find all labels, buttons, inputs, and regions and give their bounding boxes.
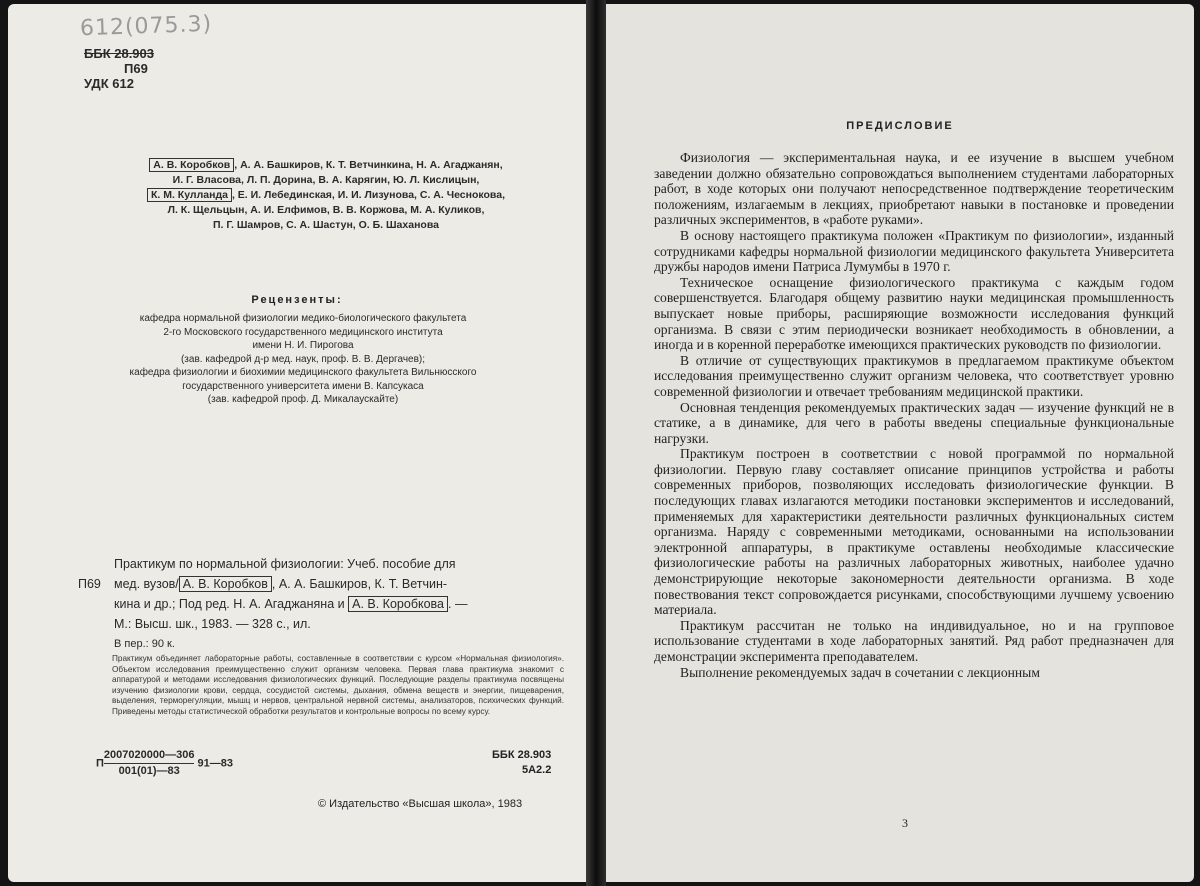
book-gutter xyxy=(586,0,606,886)
p69-code: П69 xyxy=(124,61,148,76)
authors-list xyxy=(106,158,546,233)
catalog-line-3-b: . — xyxy=(448,597,468,611)
preface-paragraph: Практикум построен в соответствии с новой программой по нормальной физиологии. Первую главу составляет описание принципов устройства и работы современных приборов, позволяющих исследовать физиологические функции. В последующих главах излагаются методики постановки экспериментов и исследований, применяемых для характеристики деятельности различных функциональных систем организма. Наряду с современными методиками, основанными на использовании электронной аппаратуры, в практикуме оставлены необходимые классические физиологические работы на различных лабораторных животных, наиболее удачно демонстрирующие некоторые закономерности деятельности организма. В ходе повествования текст сопровождается рисунками, способствующими лучшему усвоению материала. xyxy=(654,446,1174,618)
left-page xyxy=(8,4,586,882)
authors-line-1 xyxy=(106,158,546,173)
handwritten-code: 612(075.3) xyxy=(79,11,213,42)
preface-paragraph: Техническое оснащение физиологического практикума с каждым годом совершенствуется. Благодаря общему развитию науки медицинская промышленность выпускает новые приборы, расширяющие возможности исследования функций организма. В связи с этим периодически возникает необходимость в обновлении, а иногда и в коренной переработке имеющихся практических руководств по физиологии. xyxy=(654,274,1174,353)
index-denominator: 001(01)—83 xyxy=(118,765,180,777)
preface-paragraph: В отличие от существующих практикумов в предлагаемом практикуме объектом исследования преимущественно служит организм человека, что соответствует уровню современной физиологии и отвечает требованиям медицинской практики. xyxy=(654,352,1174,399)
catalog-body xyxy=(114,554,574,654)
catalog-line-2 xyxy=(114,574,574,594)
preface-paragraph: Выполнение рекомендуемых задач в сочетании с лекционным xyxy=(680,664,1040,680)
publication-index xyxy=(96,748,233,779)
preface-title: ПРЕДИСЛОВИЕ xyxy=(846,120,954,132)
reviewer-line: 2-го Московского государственного медицинского института xyxy=(163,326,443,338)
author-boxed: К. М. Кулланда xyxy=(147,188,232,202)
reviewer-line: (зав. кафедрой проф. Д. Микалаускайте) xyxy=(207,394,399,405)
udk-code: УДК 612 xyxy=(84,76,134,91)
catalog-line-2-a: мед. вузов/ xyxy=(114,577,179,591)
preface-paragraph: Физиология — экспериментальная наука, и ее изучение в высшем учебном заведении должно обязательно сопровождаться выполнением студентами лабораторных работ, в ходе которых они получают непосредственное подтверждение теоретическим положениям, излагаемым в лекциях, приобретают навыки в постановке и проведении различных экспериментов, в «работе руками». xyxy=(654,150,1174,228)
authors-line-4: Л. К. Щельцын, А. И. Елфимов, В. В. Коржова, М. А. Куликов, xyxy=(167,204,485,216)
catalog-line-1: Практикум по нормальной физиологии: Учеб. пособие для xyxy=(114,557,456,571)
author-boxed: А. В. Коробков xyxy=(149,158,234,172)
authors-line-1-rest: , А. А. Башкиров, К. Т. Ветчинкина, Н. А. Агаджанян, xyxy=(234,159,503,171)
copyright: © Издательство «Высшая школа», 1983 xyxy=(318,798,523,810)
index-suffix: 91—83 xyxy=(197,757,233,770)
authors-line-5: П. Г. Шамров, С. А. Шастун, О. Б. Шаханова xyxy=(213,219,439,231)
preface-paragraph: В основу настоящего практикума положен «Практикум по физиологии», изданный сотрудниками кафедры нормальной физиологии медицинского факультета Университета дружбы народов имени Патриса Лумумбы в 1970 г. xyxy=(654,227,1174,275)
preface-paragraph: Основная тенденция рекомендуемых практических задач — изучение функций не в статике, а в динамике, для чего в работы введены специальные функциональные нагрузки. xyxy=(654,399,1174,446)
index-numerator: 2007020000—306 xyxy=(104,748,195,764)
catalog-line-4: М.: Высш. шк., 1983. — 328 с., ил. xyxy=(114,617,311,631)
reviewer-line: государственного университета имени В. Капсукаса xyxy=(182,380,424,392)
reviewer-line: кафедра физиологии и биохимии медицинского факультета Вильнюсского xyxy=(129,367,477,378)
classification-codes xyxy=(84,46,154,91)
reviewers-list xyxy=(68,312,538,407)
annotation-text: Практикум объединяет лабораторные работы, составленные в соответствии с курсом «Нормальная физиология». Объектом исследования преимущественно служит организм человека. Первая глава практикума знакомит с аппаратурой и методами исследования физиологических функций. Последующие разделы практикума посвящены изучению физиологии крови, сердца, сосудистой системы, дыхания, обмена веществ и энергии, пищеварения, выделения, терморегуляции, мышц и нервов, центральной нервной системы, анализаторов, психических функций. Приведены методы статистической обработки результатов и контрольные вопросы по всему курсу. xyxy=(112,654,564,716)
preface-text xyxy=(654,150,1174,680)
index-fraction xyxy=(104,748,195,779)
right-page xyxy=(606,4,1194,882)
catalog-line-3-a: кина и др.; Под ред. Н. А. Агаджаняна и xyxy=(114,597,345,611)
reviewer-line: (зав. кафедрой д-р мед. наук, проф. В. В. Дергачев); xyxy=(180,353,426,365)
catalog-price: В пер.: 90 к. xyxy=(114,638,175,650)
catalog-line-2-b: , А. А. Башкиров, К. Т. Ветчин- xyxy=(271,577,448,591)
index-prefix: П xyxy=(96,757,104,770)
authors-line-3 xyxy=(106,188,546,203)
reviewer-line: имени Н. И. Пирогова xyxy=(252,340,354,351)
reviewer-line: кафедра нормальной физиологии медико-биологического факультета xyxy=(139,313,467,324)
catalog-p69: П69 xyxy=(78,577,101,591)
catalog-line-3 xyxy=(114,594,574,614)
catalog-editor-boxed: А. В. Коробкова xyxy=(348,596,448,612)
authors-line-2: И. Г. Власова, Л. П. Дорина, В. А. Карягин, Ю. Л. Кислицын, xyxy=(172,174,480,186)
bbk-code: ББК 28.903 xyxy=(84,46,154,61)
bbk-bottom-line-1: ББК 28.903 xyxy=(492,749,552,761)
page-number: 3 xyxy=(902,816,908,830)
bbk-bottom xyxy=(492,748,551,778)
reviewers-title: Рецензенты: xyxy=(251,294,343,306)
authors-line-3-rest: , Е. И. Лебединская, И. И. Лизунова, С. А. Чеснокова, xyxy=(231,189,505,201)
catalog-author-boxed: А. В. Коробков xyxy=(179,576,272,592)
bbk-bottom-line-2: 5А2.2 xyxy=(522,764,552,776)
preface-paragraph: Практикум рассчитан не только на индивидуальное, но и на групповое использование студентами в ходе лабораторных занятий. Ряд работ предназначен для демонстрации эксперимента преподавателем. xyxy=(654,617,1174,664)
